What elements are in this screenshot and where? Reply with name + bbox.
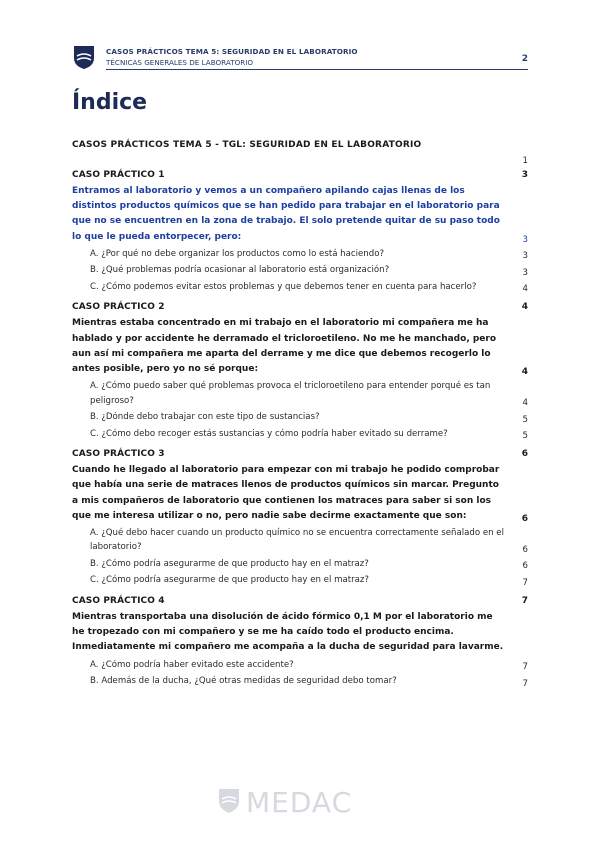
toc-question-text: B. ¿Dónde debo trabajar con este tipo de sustancias?: [90, 412, 320, 423]
toc-question-row[interactable]: [72, 674, 528, 689]
toc-question-row[interactable]: [72, 379, 528, 408]
toc-question-row[interactable]: [72, 526, 528, 555]
toc-case-description-row[interactable]: [72, 610, 528, 656]
header-title: CASOS PRÁCTICOS TEMA 5: SEGURIDAD EN EL LABORATORIO: [106, 47, 358, 56]
toc-case-title-row[interactable]: [72, 302, 528, 312]
toc-case-page: 7: [521, 595, 528, 606]
toc-case-section: [72, 596, 528, 689]
toc-cases: [72, 170, 528, 689]
page-header: [72, 44, 528, 70]
toc-question-row[interactable]: [72, 410, 528, 425]
toc-question-page: 6: [522, 561, 528, 572]
toc-case-title: CASO PRÁCTICO 1: [72, 170, 165, 180]
toc-case-page: 3: [521, 170, 528, 180]
toc-case-title: CASO PRÁCTICO 2: [72, 302, 165, 313]
header-subtitle: TÉCNICAS GENERALES DE LABORATORIO: [106, 58, 254, 67]
toc-question-text: A. ¿Qué debo hacer cuando un producto químico no se encuentra correctamente señalado en el laboratorio?: [90, 527, 504, 553]
toc-case-section: [72, 302, 528, 441]
toc-main-label: CASOS PRÁCTICOS TEMA 5 - TGL: SEGURIDAD EN EL LABORATORIO: [72, 140, 422, 150]
toc-question-page: 7: [522, 678, 528, 689]
toc-case-title-row[interactable]: [72, 170, 528, 180]
toc-question-text: B. ¿Cómo podría asegurarme de que producto hay en el matraz?: [90, 558, 369, 569]
toc-question-page: 5: [522, 431, 528, 442]
medac-shield-watermark-icon: [218, 788, 240, 814]
toc-question-page: 7: [522, 662, 528, 673]
toc-case-description-page: 6: [521, 513, 528, 524]
toc-case-description: Entramos al laboratorio y vemos a un compañero apilando cajas llenas de los distintos productos químicos que se han pedido para trabajar en el laboratorio para que no se encuentren en la zona de trabajo. El solo pretende quitar de su paso todo lo que le pueda entorpecer, pero:: [72, 186, 500, 242]
toc-question-row[interactable]: [72, 658, 528, 673]
toc-question-text: B. ¿Qué problemas podría ocasionar al laboratorio está organización?: [90, 265, 390, 276]
toc-case-description-row[interactable]: [72, 316, 528, 377]
toc-question-page: 7: [522, 577, 528, 588]
toc-question-page: 3: [522, 267, 528, 278]
toc-question-text: C. ¿Cómo debo recoger estás sustancias y cómo podría haber evitado su derrame?: [90, 428, 448, 439]
toc-case-section: [72, 449, 528, 588]
toc-question-row[interactable]: [72, 557, 528, 572]
toc-question-page: 5: [522, 414, 528, 425]
toc-question-row[interactable]: [72, 247, 528, 262]
footer-brand: MEDAC: [246, 786, 353, 819]
toc-question-text: A. ¿Cómo podría haber evitado este accidente?: [90, 659, 294, 670]
toc-case-description-row[interactable]: [72, 463, 528, 524]
index-title: Índice: [72, 90, 148, 115]
toc-question-text: B. Además de la ducha, ¿Qué otras medidas de seguridad debo tomar?: [90, 676, 397, 687]
table-of-contents: [72, 140, 528, 697]
toc-question-text: A. ¿Cómo puedo saber qué problemas provoca el tricloroetileno para entender porqué es tan peligroso?: [90, 381, 491, 406]
toc-main-page: 1: [522, 156, 528, 166]
footer-logo: [218, 786, 378, 820]
toc-question-text: A. ¿Por qué no debe organizar los productos como lo está haciendo?: [90, 248, 385, 259]
toc-case-description: Cuando he llegado al laboratorio para empezar con mi trabajo he podido comprobar que había una serie de matraces llenos de productos químicos sin marcar. Pregunto a mis compañeros de laboratorio que contienen los matraces para saber si son los que me interesa utilizar o no, pero nadie sabe decirme exactamente que son:: [72, 465, 500, 521]
toc-question-page: 4: [522, 284, 528, 295]
toc-case-section: [72, 170, 528, 294]
medac-shield-icon: [72, 44, 96, 70]
toc-case-title-row[interactable]: [72, 449, 528, 459]
header-divider: [106, 69, 528, 70]
toc-question-row[interactable]: [72, 280, 528, 295]
toc-question-row[interactable]: [72, 263, 528, 278]
toc-case-description: Mientras estaba concentrado en mi trabajo en el laboratorio mi compañera me ha hablado y por accidente he derramado el tricloroetileno. No me he manchado, pero aun así mi compañera me aparta del derrame y me dice que debemos recogerlo lo antes posible, pero yo no sé porque:: [72, 318, 497, 374]
toc-case-title: CASO PRÁCTICO 4: [72, 595, 165, 606]
page-number: 2: [521, 54, 528, 64]
toc-question-row[interactable]: [72, 427, 528, 442]
toc-question-page: 3: [522, 251, 528, 262]
toc-main-entry[interactable]: [72, 140, 528, 150]
toc-question-text: C. ¿Cómo podemos evitar estos problemas y que debemos tener en cuenta para hacerlo?: [90, 281, 477, 292]
toc-case-page: 6: [521, 449, 528, 460]
toc-question-page: 6: [522, 544, 528, 555]
toc-case-title: CASO PRÁCTICO 3: [72, 449, 165, 460]
toc-case-title-row[interactable]: [72, 596, 528, 606]
toc-case-description-page: 3: [522, 234, 528, 245]
toc-case-page: 4: [521, 302, 528, 313]
toc-case-description: Mientras transportaba una disolución de ácido fórmico 0,1 M por el laboratorio me he tropezado con mi compañero y se me ha caído todo el producto encima. Inmediatamente mi compañero me acompaña a la ducha de seguridad para lavarme.: [72, 611, 504, 653]
toc-question-text: C. ¿Cómo podría asegurarme de que producto hay en el matraz?: [90, 575, 369, 586]
toc-question-page: 4: [522, 398, 528, 409]
toc-question-row[interactable]: [72, 573, 528, 588]
toc-case-description-row[interactable]: [72, 184, 528, 245]
toc-case-description-page: 4: [521, 367, 528, 378]
